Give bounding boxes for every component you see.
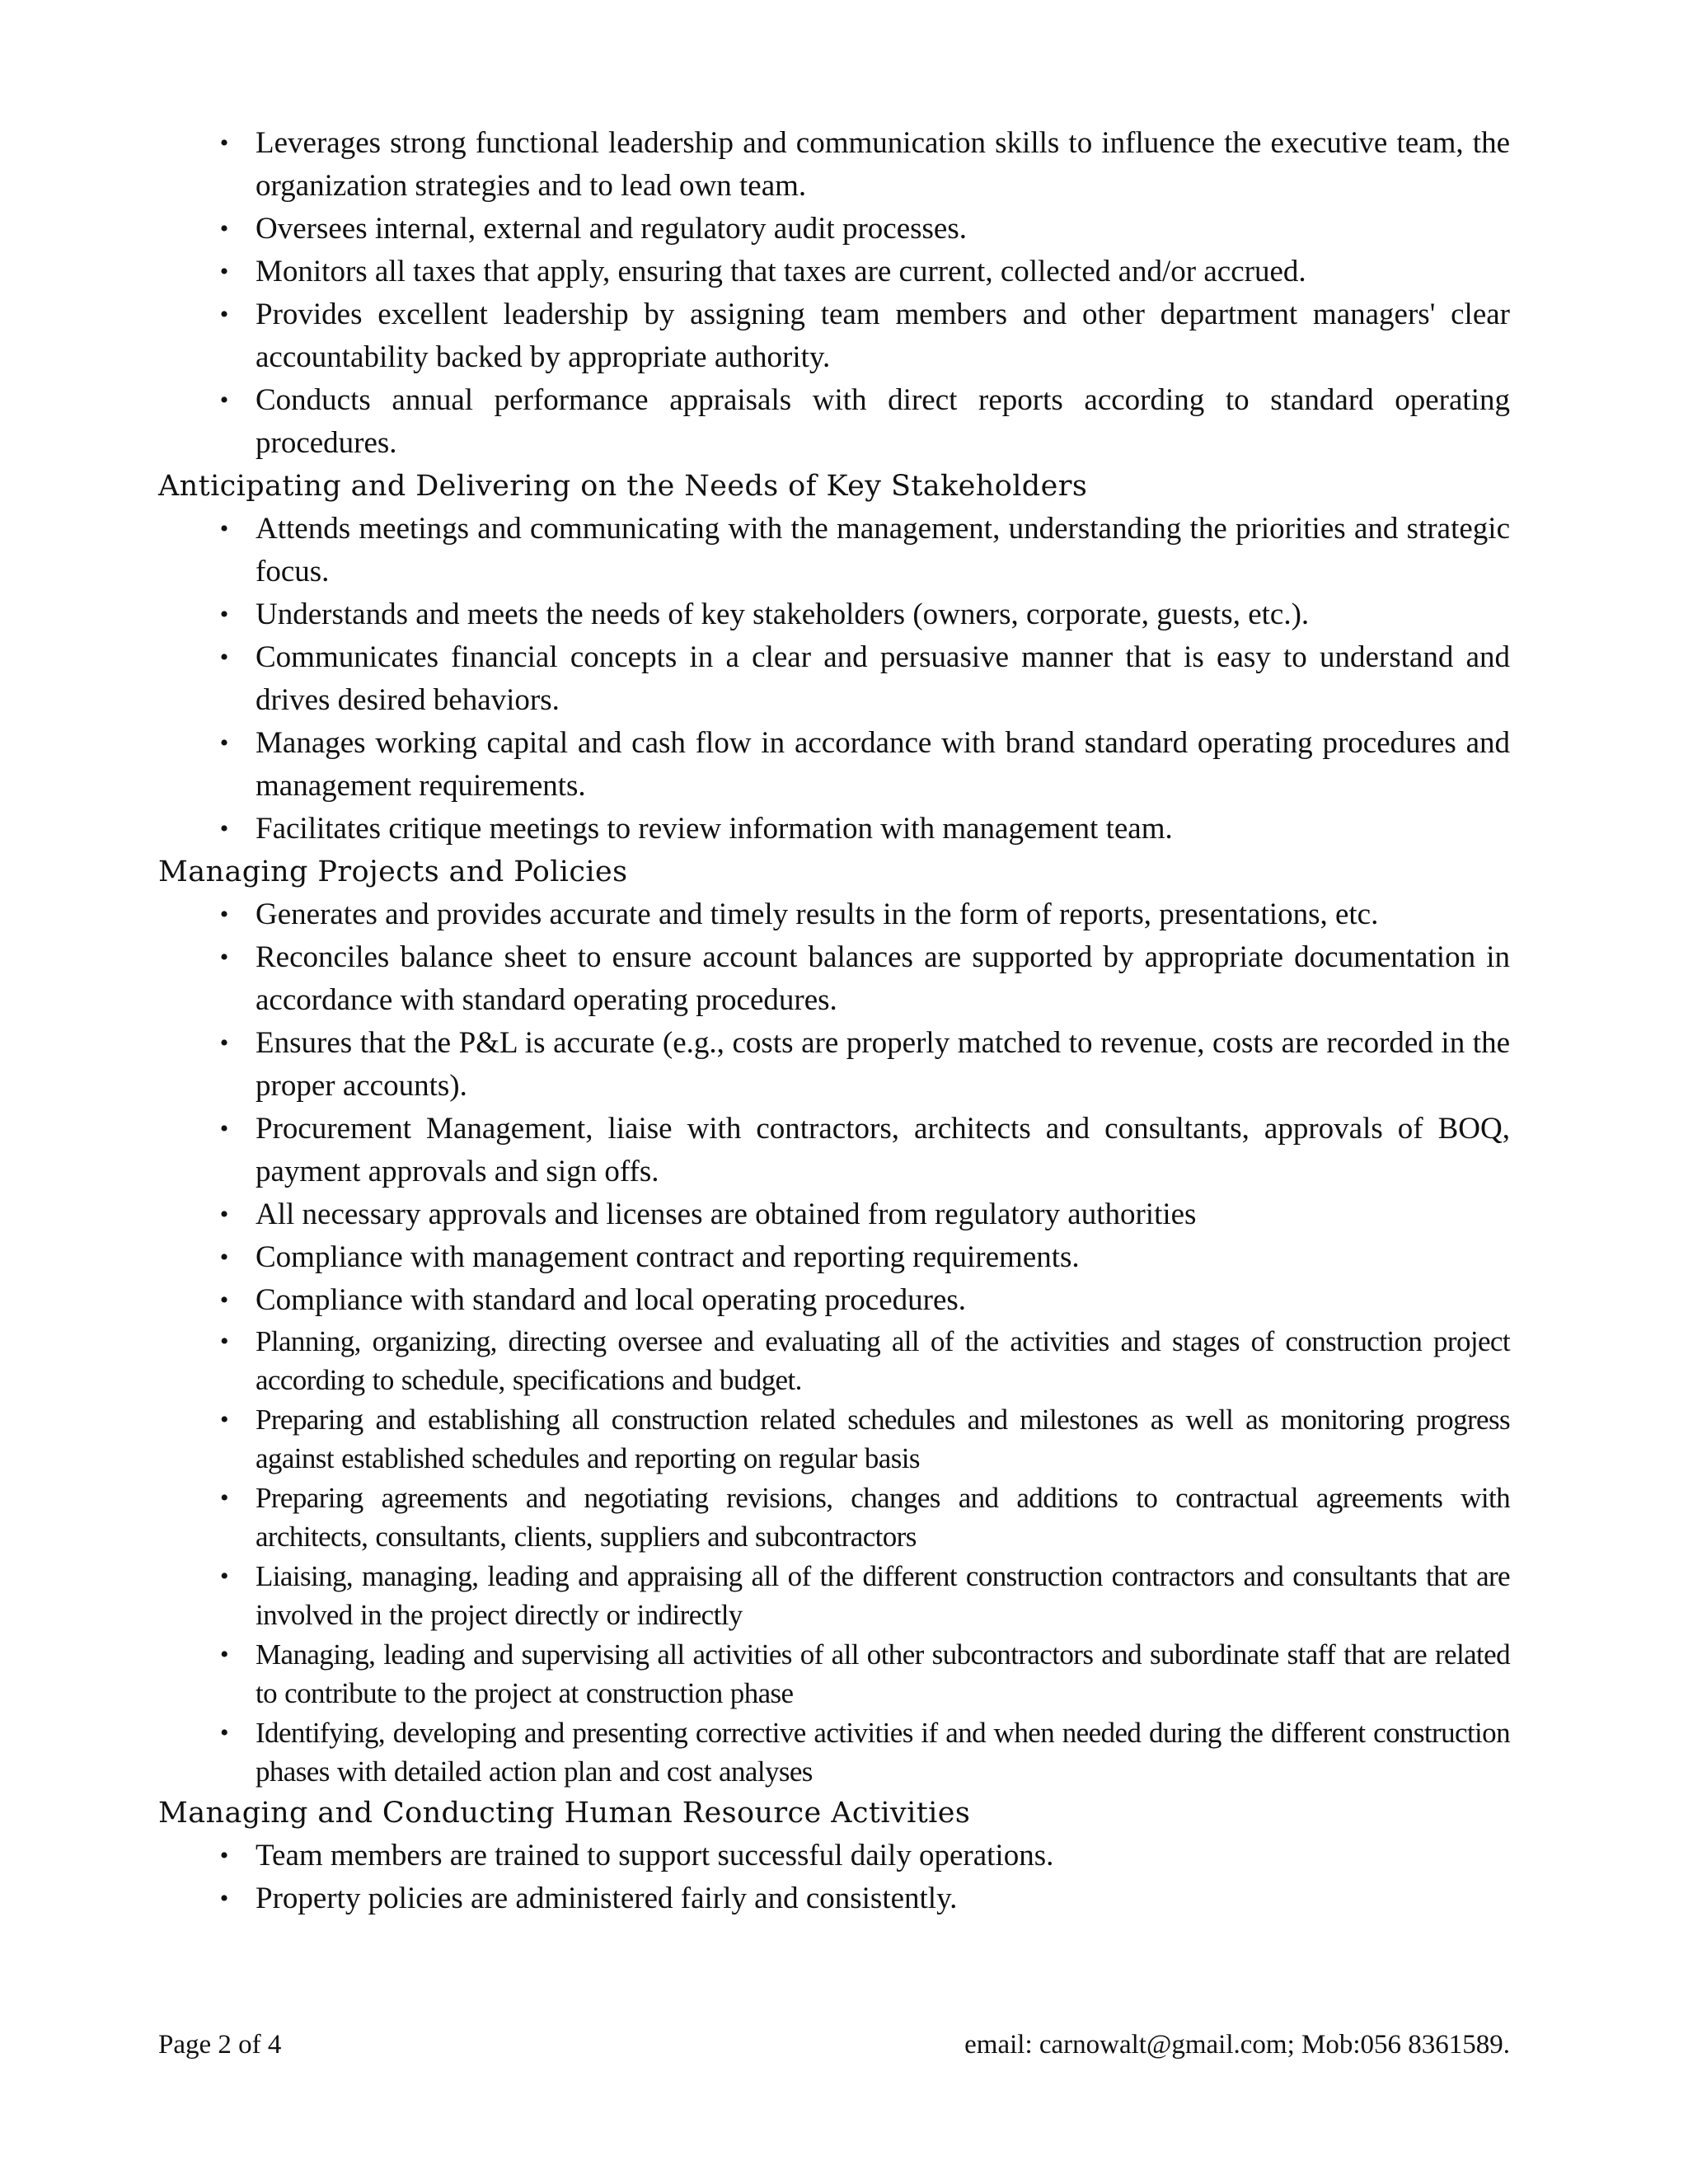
bullet-icon: • xyxy=(219,1286,229,1314)
list-item xyxy=(158,1400,1510,1478)
list-item xyxy=(158,593,1510,636)
list-item-text: Identifying, developing and presenting corrective activities if and when needed during the different construction phases with detailed action plan and cost analyses xyxy=(256,1717,1510,1788)
bullet-icon: • xyxy=(219,1885,229,1912)
bullet-icon: • xyxy=(220,1328,228,1355)
section-heading: Anticipating and Delivering on the Needs of Key Stakeholders xyxy=(158,470,1088,503)
bullet-icon: • xyxy=(220,1484,228,1511)
list-item-text: Liaising, managing, leading and appraising all of the different construction contractors and consultants that are involved in the project directly or indirectly xyxy=(256,1560,1510,1631)
list-item-text: Compliance with management contract and reporting requirements. xyxy=(256,1240,1080,1274)
list-item-text: Preparing agreements and negotiating revisions, changes and additions to contractual agreements with architects, consultants, clients, suppliers and subcontractors xyxy=(256,1482,1510,1553)
list-item xyxy=(158,1713,1510,1791)
list-item xyxy=(158,1279,1510,1322)
list-item-text: Communicates financial concepts in a clear and persuasive manner that is easy to understand and drives desired behaviors. xyxy=(256,640,1510,717)
bullet-icon: • xyxy=(219,387,229,414)
bullet-icon: • xyxy=(219,644,229,671)
list-item-text: Managing, leading and supervising all activities of all other subcontractors and subordinate staff that are related to contribute to the project at construction phase xyxy=(256,1638,1510,1709)
section-heading: Managing Projects and Policies xyxy=(158,855,628,888)
list-item xyxy=(158,1635,1510,1713)
bullet-icon: • xyxy=(219,515,229,542)
list-item-text: Ensures that the P&L is accurate (e.g., costs are properly matched to revenue, costs are recorded in the proper accounts). xyxy=(256,1026,1510,1103)
list-item xyxy=(158,1557,1510,1634)
bullet-icon: • xyxy=(219,1244,229,1271)
bullet-icon: • xyxy=(219,129,229,157)
list-item-text: Team members are trained to support successful daily operations. xyxy=(256,1839,1054,1872)
list-item-text: All necessary approvals and licenses are obtained from regulatory authorities xyxy=(256,1197,1197,1231)
list-item xyxy=(158,1108,1510,1193)
list-item xyxy=(158,893,1510,936)
list-item-text: Preparing and establishing all construction related schedules and milestones as well as monitoring progress against established schedules and reporting on regular basis xyxy=(256,1404,1510,1474)
bullet-list xyxy=(158,1835,1510,1920)
list-item-text: Manages working capital and cash flow in accordance with brand standard operating procedures and management requirements. xyxy=(256,726,1510,803)
page-number: Page 2 of 4 xyxy=(158,2030,282,2060)
list-item-text: Facilitates critique meetings to review information with management team. xyxy=(256,812,1173,846)
bullet-icon: • xyxy=(219,1842,229,1869)
section-heading: Managing and Conducting Human Resource Activities xyxy=(158,1797,971,1830)
bullet-icon: • xyxy=(219,1029,229,1057)
bullet-icon: • xyxy=(219,901,229,928)
list-item xyxy=(158,293,1510,379)
bullet-icon: • xyxy=(220,1719,228,1746)
bullet-icon: • xyxy=(219,1115,229,1142)
list-item xyxy=(158,1193,1510,1236)
bullet-icon: • xyxy=(220,1641,228,1668)
list-item-text: Leverages strong functional leadership and communication skills to influence the executive team, the organization strategies and to lead own team. xyxy=(256,126,1510,203)
list-item xyxy=(158,636,1510,722)
bullet-list xyxy=(158,122,1510,465)
bullet-list xyxy=(158,893,1510,1322)
list-item xyxy=(158,722,1510,808)
list-item-text: Compliance with standard and local operating procedures. xyxy=(256,1283,967,1317)
list-item-text: Property policies are administered fairly and consistently. xyxy=(256,1882,958,1915)
bullet-icon: • xyxy=(220,1406,228,1433)
list-item xyxy=(158,936,1510,1022)
list-item xyxy=(158,808,1510,851)
list-item xyxy=(158,1022,1510,1108)
list-item xyxy=(158,251,1510,293)
bullet-list-compact xyxy=(158,1322,1510,1791)
list-item xyxy=(158,208,1510,251)
list-item-text: Attends meetings and communicating with the management, understanding the priorities and strategic focus. xyxy=(256,512,1510,588)
list-item xyxy=(158,1479,1510,1556)
bullet-icon: • xyxy=(219,258,229,285)
list-item xyxy=(158,1877,1510,1920)
list-item xyxy=(158,508,1510,593)
list-item xyxy=(158,1835,1510,1877)
list-item-text: Reconciles balance sheet to ensure account balances are supported by appropriate documentation in accordance with standard operating procedures. xyxy=(256,940,1510,1017)
list-item xyxy=(158,379,1510,465)
list-item-text: Conducts annual performance appraisals with direct reports according to standard operating procedures. xyxy=(256,383,1510,460)
list-item-text: Generates and provides accurate and timely results in the form of reports, presentations, etc. xyxy=(256,898,1379,931)
page-footer xyxy=(158,2024,1510,2065)
bullet-icon: • xyxy=(219,815,229,842)
page-content xyxy=(158,122,1510,1920)
bullet-icon: • xyxy=(219,301,229,328)
list-item-text: Monitors all taxes that apply, ensuring that taxes are current, collected and/or accrued. xyxy=(256,255,1306,288)
bullet-icon: • xyxy=(220,1563,228,1590)
bullet-icon: • xyxy=(219,729,229,757)
bullet-icon: • xyxy=(219,601,229,628)
list-item-text: Procurement Management, liaise with contractors, architects and consultants, approvals of BOQ, payment approvals and sign offs. xyxy=(256,1112,1510,1188)
bullet-icon: • xyxy=(219,215,229,242)
contact-info: email: carnowalt@gmail.com; Mob:056 8361589. xyxy=(964,2030,1510,2060)
bullet-icon: • xyxy=(219,944,229,971)
list-item-text: Oversees internal, external and regulatory audit processes. xyxy=(256,212,967,246)
list-item-text: Provides excellent leadership by assigning team members and other department managers' clear accountability backed by appropriate authority. xyxy=(256,298,1510,374)
list-item-text: Planning, organizing, directing oversee and evaluating all of the activities and stages of construction project according to schedule, specifications and budget. xyxy=(256,1325,1510,1396)
bullet-icon: • xyxy=(219,1201,229,1228)
bullet-list xyxy=(158,508,1510,851)
list-item xyxy=(158,1236,1510,1279)
list-item-text: Understands and meets the needs of key stakeholders (owners, corporate, guests, etc.). xyxy=(256,598,1310,631)
list-item xyxy=(158,1322,1510,1399)
list-item xyxy=(158,122,1510,208)
